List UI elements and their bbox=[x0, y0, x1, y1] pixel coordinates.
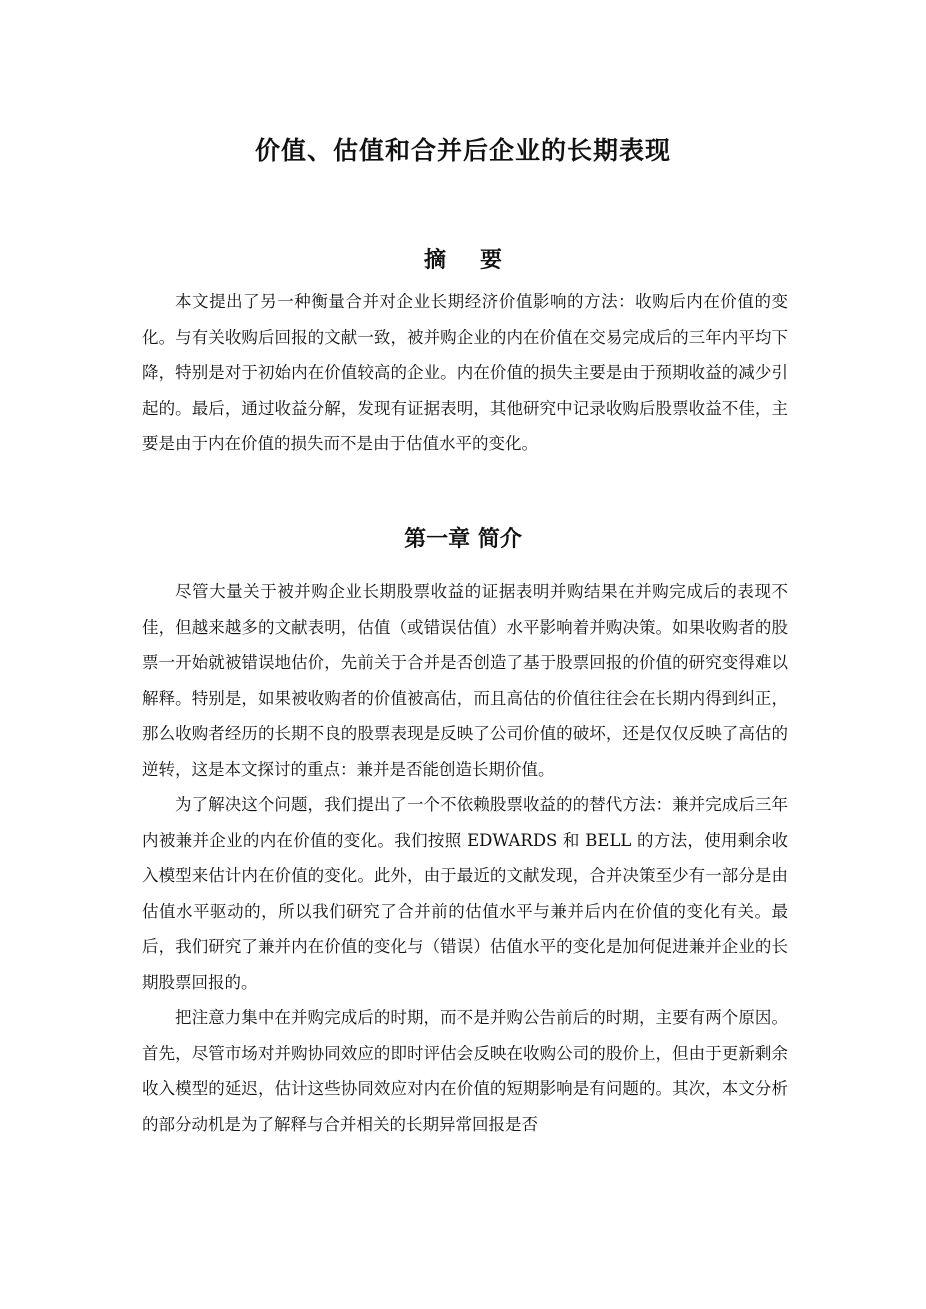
document-title: 价值、估值和合并后企业的长期表现 bbox=[254, 136, 671, 165]
abstract-body bbox=[142, 284, 788, 462]
chapter-1-body bbox=[142, 574, 788, 1142]
chapter-1-heading: 第一章 简介 bbox=[404, 527, 522, 552]
abstract-heading-part1: 摘 bbox=[423, 248, 446, 273]
abstract-heading bbox=[0, 243, 926, 274]
abstract-heading-part2: 要 bbox=[480, 248, 503, 273]
chapter-1-paragraph-1: 尽管大量关于被并购企业长期股票收益的证据表明并购结果在并购完成后的表现不佳，但越来越多的文献表明，估值（或错误估值）水平影响着并购决策。如果收购者的股票一开始就被错误地估价，先前关于合并是否创造了基于股票回报的价值的研究变得难以解释。特别是，如果被收购者的价值被高估，而且高估的价值往往会在长期内得到纠正，那么收购者经历的长期不良的股票表现是反映了公司价值的破坏，还是仅仅反映了高估的逆转，这是本文探讨的重点：兼并是否能创造长期价值。 bbox=[142, 582, 788, 779]
chapter-1-paragraph-3: 把注意力集中在并购完成后的时期，而不是并购公告前后的时期，主要有两个原因。首先，尽管市场对并购协同效应的即时评估会反映在收购公司的股价上，但由于更新剩余收入模型的延迟，估计这些协同效应对内在价值的短期影响是有问题的。其次，本文分析的部分动机是为了解释与合并相关的长期异常回报是否 bbox=[142, 1008, 788, 1134]
abstract-paragraph: 本文提出了另一种衡量合并对企业长期经济价值影响的方法：收购后内在价值的变化。与有关收购后回报的文献一致，被并购企业的内在价值在交易完成后的三年内平均下降，特别是对于初始内在价值较高的企业。内在价值的损失主要是由于预期收益的减少引起的。最后，通过收益分解，发现有证据表明，其他研究中记录收购后股票收益不佳，主要是由于内在价值的损失而不是由于估值水平的变化。 bbox=[142, 292, 788, 453]
chapter-1-paragraph-2: 为了解决这个问题，我们提出了一个不依赖股票收益的的替代方法：兼并完成后三年内被兼并企业的内在价值的变化。我们按照 EDWARDS 和 BELL 的方法，使用剩余收入模型来估计内在价值的变化。此外，由于最近的文献发现，合并决策至少有一部分是由估值水平驱动的，所以我们研究了合并前的估值水平与兼并后内在价值的变化有关。最后，我们研究了兼并内在价值的变化与（错误）估值水平的变化是加何促进兼并企业的长期股票回报的。 bbox=[142, 795, 788, 992]
